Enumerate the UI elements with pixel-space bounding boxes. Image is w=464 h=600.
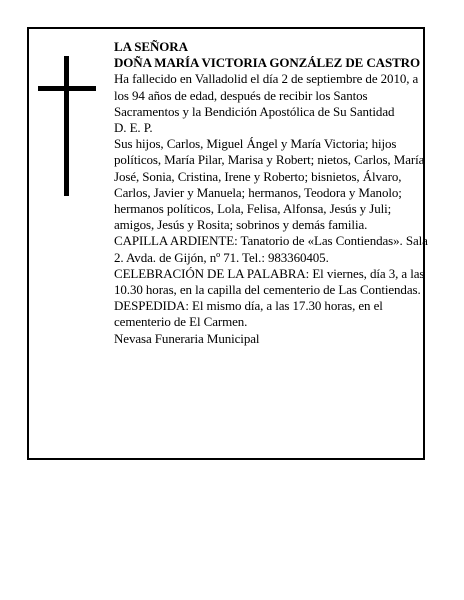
rest-in-peace: D. E. P. [114,120,153,136]
obituary-text-block [114,39,428,347]
funeral-home: Nevasa Funeraria Municipal [114,330,260,346]
death-announcement: Ha fallecido en Valladolid el día 2 de septiembre de 2010, a los 94 años de edad, después de recibir los Santos Sacramentos y la Bendición Apostólica de Su Santidad [114,71,419,119]
family-list: Sus hijos, Carlos, Miguel Ángel y María Victoria; hijos políticos, María Pilar, Marisa y Robert; nietos, Carlos, María José, Sonia, Cristina, Irene y Roberto; bisnietos, Álvaro, Carlos, Javier y Manuela; hermanos, Teodora y Manolo; hermanos políticos, Lola, Felisa, Alfonsa, Jesús y Juli; amigos, Jesús y Rosita; sobrinos y demás familia. [114,136,425,233]
notice-title: LA SEÑORA [114,39,188,54]
deceased-name: DOÑA MARÍA VICTORIA GONZÁLEZ DE CASTRO [114,55,420,71]
cross-vertical-bar [64,56,69,196]
cross-horizontal-bar [38,86,96,91]
ceremony-details: CELEBRACIÓN DE LA PALABRA: El viernes, día 3, a las 10.30 horas, en la capilla del cementerio de Las Contiendas. DESPEDIDA: El mismo día, a las 17.30 horas, en el cementerio de El Carmen. [114,265,425,330]
chapel-details: CAPILLA ARDIENTE: Tanatorio de «Las Contiendas». Sala 2. Avda. de Gijón, nº 71. Tel.: 983360405. [114,233,428,265]
